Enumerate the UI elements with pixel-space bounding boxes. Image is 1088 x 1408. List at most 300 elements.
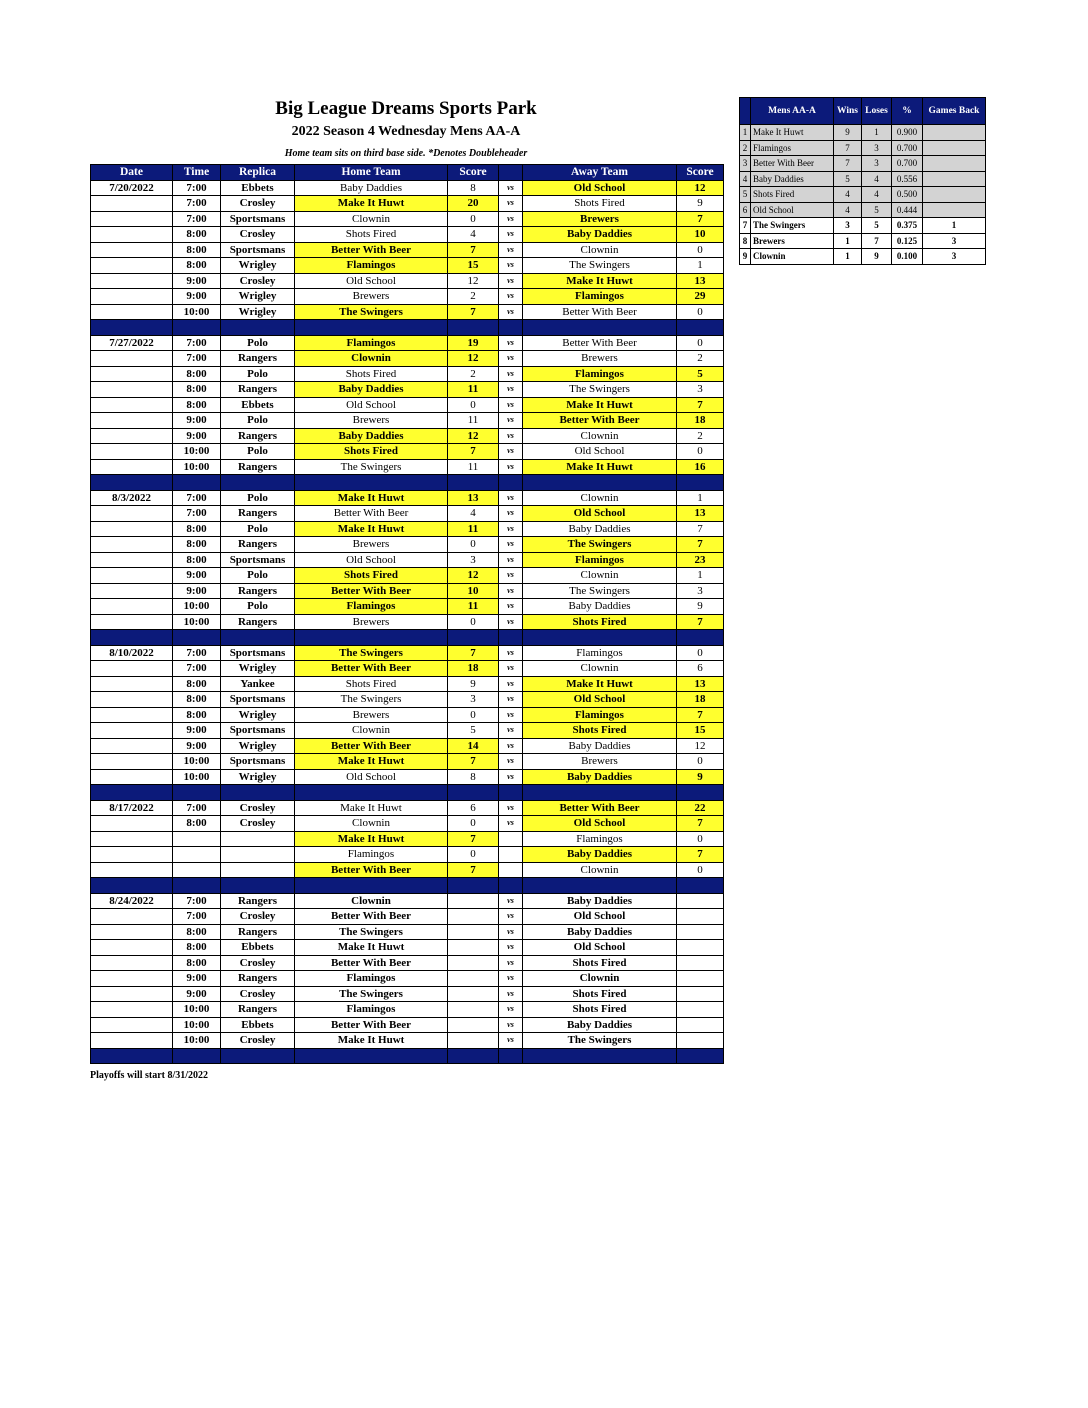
game-date bbox=[91, 862, 173, 878]
standings-body bbox=[740, 125, 986, 265]
game-date bbox=[91, 459, 173, 475]
home-team: Better With Beer bbox=[295, 738, 448, 754]
home-team: Make It Huwt bbox=[295, 1033, 448, 1049]
standings-pct: 0.375 bbox=[892, 218, 923, 234]
game-date bbox=[91, 428, 173, 444]
separator-cell bbox=[448, 878, 499, 894]
game-date bbox=[91, 924, 173, 940]
game-field: Polo bbox=[221, 490, 295, 506]
away-team: Make It Huwt bbox=[523, 676, 677, 692]
home-team: The Swingers bbox=[295, 645, 448, 661]
game-field: Rangers bbox=[221, 583, 295, 599]
game-date bbox=[91, 242, 173, 258]
away-team: Clownin bbox=[523, 490, 677, 506]
home-score bbox=[448, 1033, 499, 1049]
home-score bbox=[448, 924, 499, 940]
separator-cell bbox=[91, 878, 173, 894]
game-time: 8:00 bbox=[173, 242, 221, 258]
standings-games-back: 3 bbox=[923, 233, 986, 249]
standings-rank: 7 bbox=[740, 218, 751, 234]
vs-label: vs bbox=[499, 723, 523, 739]
standings-team: Baby Daddies bbox=[751, 171, 834, 187]
game-row bbox=[91, 196, 724, 212]
game-field: Polo bbox=[221, 335, 295, 351]
home-team: Brewers bbox=[295, 537, 448, 553]
game-date: 8/10/2022 bbox=[91, 645, 173, 661]
game-time: 10:00 bbox=[173, 1017, 221, 1033]
home-team: The Swingers bbox=[295, 459, 448, 475]
standings-row bbox=[740, 156, 986, 172]
game-date bbox=[91, 444, 173, 460]
standings-rank: 6 bbox=[740, 202, 751, 218]
home-score: 0 bbox=[448, 211, 499, 227]
away-score: 7 bbox=[677, 707, 724, 723]
standings-pct: 0.100 bbox=[892, 249, 923, 265]
game-date: 7/20/2022 bbox=[91, 180, 173, 196]
game-row bbox=[91, 490, 724, 506]
away-score: 18 bbox=[677, 413, 724, 429]
standings-row bbox=[740, 125, 986, 141]
game-date bbox=[91, 552, 173, 568]
away-score: 12 bbox=[677, 180, 724, 196]
game-row bbox=[91, 413, 724, 429]
game-field: Polo bbox=[221, 444, 295, 460]
vs-label: vs bbox=[499, 893, 523, 909]
vs-label: vs bbox=[499, 397, 523, 413]
game-row bbox=[91, 707, 724, 723]
away-team: Clownin bbox=[523, 428, 677, 444]
standings-loses: 3 bbox=[862, 156, 892, 172]
game-date bbox=[91, 227, 173, 243]
vs-label: vs bbox=[499, 909, 523, 925]
separator-cell bbox=[221, 475, 295, 491]
game-row bbox=[91, 893, 724, 909]
standings-wins: 1 bbox=[834, 249, 862, 265]
home-score bbox=[448, 986, 499, 1002]
vs-label: vs bbox=[499, 490, 523, 506]
away-team: Clownin bbox=[523, 568, 677, 584]
standings-loses: 4 bbox=[862, 171, 892, 187]
game-date: 8/24/2022 bbox=[91, 893, 173, 909]
standings-row bbox=[740, 249, 986, 265]
home-team: Clownin bbox=[295, 723, 448, 739]
home-team: Flamingos bbox=[295, 971, 448, 987]
home-team: Brewers bbox=[295, 707, 448, 723]
separator-cell bbox=[173, 785, 221, 801]
vs-label: vs bbox=[499, 754, 523, 770]
away-score: 0 bbox=[677, 304, 724, 320]
game-field: Crosley bbox=[221, 196, 295, 212]
home-team: Better With Beer bbox=[295, 242, 448, 258]
home-score: 10 bbox=[448, 583, 499, 599]
week-separator bbox=[91, 320, 724, 336]
separator-cell bbox=[448, 1048, 499, 1064]
home-score bbox=[448, 1017, 499, 1033]
standings-wins: 4 bbox=[834, 187, 862, 203]
standings-wins: 1 bbox=[834, 233, 862, 249]
vs-label: vs bbox=[499, 428, 523, 444]
vs-label: vs bbox=[499, 459, 523, 475]
away-team: Brewers bbox=[523, 754, 677, 770]
schedule-body bbox=[91, 180, 724, 1064]
game-row bbox=[91, 506, 724, 522]
game-field: Sportsmans bbox=[221, 552, 295, 568]
standings-team: Make It Huwt bbox=[751, 125, 834, 141]
away-score: 7 bbox=[677, 211, 724, 227]
standings-loses: 5 bbox=[862, 218, 892, 234]
away-score: 2 bbox=[677, 351, 724, 367]
game-field: Rangers bbox=[221, 537, 295, 553]
game-field: Polo bbox=[221, 521, 295, 537]
game-row bbox=[91, 459, 724, 475]
home-score bbox=[448, 909, 499, 925]
home-team: Make It Huwt bbox=[295, 940, 448, 956]
game-field: Ebbets bbox=[221, 940, 295, 956]
col-home-score: Score bbox=[448, 165, 499, 181]
game-field: Polo bbox=[221, 568, 295, 584]
away-team: Old School bbox=[523, 506, 677, 522]
away-score: 7 bbox=[677, 521, 724, 537]
away-team: Baby Daddies bbox=[523, 738, 677, 754]
vs-label: vs bbox=[499, 289, 523, 305]
standings-wins: 7 bbox=[834, 156, 862, 172]
home-score: 0 bbox=[448, 614, 499, 630]
home-team: Shots Fired bbox=[295, 366, 448, 382]
home-team: Better With Beer bbox=[295, 583, 448, 599]
standings-rank: 2 bbox=[740, 140, 751, 156]
game-time: 10:00 bbox=[173, 1002, 221, 1018]
home-score: 2 bbox=[448, 366, 499, 382]
game-time: 10:00 bbox=[173, 459, 221, 475]
game-row bbox=[91, 258, 724, 274]
standings-rank: 5 bbox=[740, 187, 751, 203]
away-team: The Swingers bbox=[523, 382, 677, 398]
separator-cell bbox=[523, 1048, 677, 1064]
game-date bbox=[91, 955, 173, 971]
away-score: 13 bbox=[677, 506, 724, 522]
game-field: Rangers bbox=[221, 351, 295, 367]
separator-cell bbox=[677, 475, 724, 491]
separator-cell bbox=[173, 630, 221, 646]
game-time: 10:00 bbox=[173, 304, 221, 320]
vs-label: vs bbox=[499, 661, 523, 677]
away-score: 0 bbox=[677, 444, 724, 460]
away-team: Make It Huwt bbox=[523, 273, 677, 289]
home-score: 7 bbox=[448, 754, 499, 770]
home-team: Baby Daddies bbox=[295, 180, 448, 196]
game-field: Ebbets bbox=[221, 180, 295, 196]
game-time: 7:00 bbox=[173, 351, 221, 367]
home-team: Old School bbox=[295, 273, 448, 289]
home-team: Better With Beer bbox=[295, 506, 448, 522]
game-date bbox=[91, 754, 173, 770]
home-team: Make It Huwt bbox=[295, 831, 448, 847]
away-score: 9 bbox=[677, 599, 724, 615]
separator-cell bbox=[523, 630, 677, 646]
standings-pct: 0.500 bbox=[892, 187, 923, 203]
game-field: Sportsmans bbox=[221, 645, 295, 661]
game-row bbox=[91, 242, 724, 258]
home-score: 0 bbox=[448, 847, 499, 863]
standings-team: Clownin bbox=[751, 249, 834, 265]
standings-games-back bbox=[923, 202, 986, 218]
standings-wins: 9 bbox=[834, 125, 862, 141]
game-field: Rangers bbox=[221, 971, 295, 987]
away-team: Better With Beer bbox=[523, 413, 677, 429]
game-field: Rangers bbox=[221, 893, 295, 909]
away-score: 6 bbox=[677, 661, 724, 677]
home-score bbox=[448, 940, 499, 956]
game-field: Sportsmans bbox=[221, 242, 295, 258]
game-time: 7:00 bbox=[173, 800, 221, 816]
home-team: Old School bbox=[295, 397, 448, 413]
game-time: 8:00 bbox=[173, 816, 221, 832]
home-score: 12 bbox=[448, 568, 499, 584]
away-score: 1 bbox=[677, 568, 724, 584]
away-team: Brewers bbox=[523, 351, 677, 367]
away-score: 23 bbox=[677, 552, 724, 568]
vs-label: vs bbox=[499, 800, 523, 816]
game-date bbox=[91, 289, 173, 305]
game-time: 8:00 bbox=[173, 366, 221, 382]
game-date bbox=[91, 506, 173, 522]
vs-label: vs bbox=[499, 382, 523, 398]
standings-loses: 3 bbox=[862, 140, 892, 156]
vs-label: vs bbox=[499, 258, 523, 274]
away-team: Clownin bbox=[523, 661, 677, 677]
home-team: Flamingos bbox=[295, 258, 448, 274]
game-row bbox=[91, 428, 724, 444]
separator-cell bbox=[221, 320, 295, 336]
vs-label: vs bbox=[499, 366, 523, 382]
game-date bbox=[91, 816, 173, 832]
game-time: 8:00 bbox=[173, 397, 221, 413]
playoffs-note: Playoffs will start 8/31/2022 bbox=[90, 1070, 209, 1081]
game-row bbox=[91, 382, 724, 398]
away-team: Better With Beer bbox=[523, 800, 677, 816]
game-row bbox=[91, 661, 724, 677]
vs-label: vs bbox=[499, 971, 523, 987]
game-time bbox=[173, 847, 221, 863]
game-time: 9:00 bbox=[173, 723, 221, 739]
separator-cell bbox=[221, 1048, 295, 1064]
vs-label: vs bbox=[499, 1033, 523, 1049]
home-score: 3 bbox=[448, 552, 499, 568]
game-time: 8:00 bbox=[173, 382, 221, 398]
col-time: Time bbox=[173, 165, 221, 181]
separator-cell bbox=[173, 320, 221, 336]
game-field: Rangers bbox=[221, 428, 295, 444]
home-score: 11 bbox=[448, 413, 499, 429]
home-score bbox=[448, 955, 499, 971]
game-field: Wrigley bbox=[221, 289, 295, 305]
game-row bbox=[91, 769, 724, 785]
game-time: 8:00 bbox=[173, 940, 221, 956]
game-time: 9:00 bbox=[173, 583, 221, 599]
away-team: Baby Daddies bbox=[523, 227, 677, 243]
away-score: 13 bbox=[677, 676, 724, 692]
away-team: Flamingos bbox=[523, 707, 677, 723]
game-date bbox=[91, 661, 173, 677]
away-team: Old School bbox=[523, 444, 677, 460]
game-time: 10:00 bbox=[173, 769, 221, 785]
vs-label: vs bbox=[499, 552, 523, 568]
home-team: Brewers bbox=[295, 413, 448, 429]
game-date: 8/3/2022 bbox=[91, 490, 173, 506]
standings-loses: 9 bbox=[862, 249, 892, 265]
game-field: Rangers bbox=[221, 459, 295, 475]
game-field: Crosley bbox=[221, 800, 295, 816]
game-time: 10:00 bbox=[173, 754, 221, 770]
standings-loses: 7 bbox=[862, 233, 892, 249]
game-date bbox=[91, 366, 173, 382]
home-score bbox=[448, 1002, 499, 1018]
vs-label: vs bbox=[499, 196, 523, 212]
game-field: Polo bbox=[221, 599, 295, 615]
home-team: Make It Huwt bbox=[295, 521, 448, 537]
game-time: 7:00 bbox=[173, 211, 221, 227]
page-note: Home team sits on third base side. *Denotes Doubleheader bbox=[284, 148, 528, 159]
game-row bbox=[91, 754, 724, 770]
game-row bbox=[91, 552, 724, 568]
away-team: Shots Fired bbox=[523, 1002, 677, 1018]
away-team: Shots Fired bbox=[523, 723, 677, 739]
home-team: Old School bbox=[295, 552, 448, 568]
separator-cell bbox=[677, 1048, 724, 1064]
vs-label: vs bbox=[499, 242, 523, 258]
vs-label: vs bbox=[499, 351, 523, 367]
standings-rank: 1 bbox=[740, 125, 751, 141]
standings-col-division: Mens AA-A bbox=[751, 98, 834, 125]
vs-label: vs bbox=[499, 413, 523, 429]
standings-wins: 7 bbox=[834, 140, 862, 156]
week-separator bbox=[91, 1048, 724, 1064]
game-row bbox=[91, 444, 724, 460]
standings-rank: 8 bbox=[740, 233, 751, 249]
standings-row bbox=[740, 233, 986, 249]
home-team: Brewers bbox=[295, 614, 448, 630]
vs-label: vs bbox=[499, 227, 523, 243]
standings-row bbox=[740, 187, 986, 203]
week-separator bbox=[91, 630, 724, 646]
standings-wins: 5 bbox=[834, 171, 862, 187]
away-team: Better With Beer bbox=[523, 335, 677, 351]
game-time bbox=[173, 831, 221, 847]
standings-col-loses: Loses bbox=[862, 98, 892, 125]
away-team: Make It Huwt bbox=[523, 397, 677, 413]
game-date bbox=[91, 211, 173, 227]
vs-label: vs bbox=[499, 738, 523, 754]
vs-label bbox=[499, 831, 523, 847]
standings-wins: 4 bbox=[834, 202, 862, 218]
game-row bbox=[91, 971, 724, 987]
standings-pct: 0.700 bbox=[892, 156, 923, 172]
standings-col-wins: Wins bbox=[834, 98, 862, 125]
separator-cell bbox=[677, 785, 724, 801]
vs-label: vs bbox=[499, 583, 523, 599]
vs-label: vs bbox=[499, 924, 523, 940]
away-score: 0 bbox=[677, 862, 724, 878]
standings-pct: 0.125 bbox=[892, 233, 923, 249]
vs-label: vs bbox=[499, 304, 523, 320]
standings-col-games-back: Games Back bbox=[923, 98, 986, 125]
game-date bbox=[91, 971, 173, 987]
game-time: 10:00 bbox=[173, 1033, 221, 1049]
game-date bbox=[91, 382, 173, 398]
vs-label: vs bbox=[499, 692, 523, 708]
game-row bbox=[91, 723, 724, 739]
game-field: Rangers bbox=[221, 382, 295, 398]
home-team: Baby Daddies bbox=[295, 382, 448, 398]
game-field: Wrigley bbox=[221, 661, 295, 677]
game-field: Ebbets bbox=[221, 1017, 295, 1033]
game-time: 9:00 bbox=[173, 289, 221, 305]
game-time: 8:00 bbox=[173, 955, 221, 971]
home-score: 11 bbox=[448, 382, 499, 398]
game-row bbox=[91, 692, 724, 708]
away-score: 16 bbox=[677, 459, 724, 475]
game-field: Rangers bbox=[221, 506, 295, 522]
separator-cell bbox=[91, 475, 173, 491]
game-date bbox=[91, 909, 173, 925]
home-team: Make It Huwt bbox=[295, 754, 448, 770]
game-date bbox=[91, 413, 173, 429]
home-team: Flamingos bbox=[295, 847, 448, 863]
separator-cell bbox=[91, 785, 173, 801]
home-team: Baby Daddies bbox=[295, 428, 448, 444]
away-team: Make It Huwt bbox=[523, 459, 677, 475]
away-score: 7 bbox=[677, 816, 724, 832]
home-team: Shots Fired bbox=[295, 227, 448, 243]
game-row bbox=[91, 909, 724, 925]
home-score: 0 bbox=[448, 707, 499, 723]
vs-label: vs bbox=[499, 676, 523, 692]
home-team: The Swingers bbox=[295, 924, 448, 940]
separator-cell bbox=[499, 320, 523, 336]
vs-label: vs bbox=[499, 940, 523, 956]
standings-games-back bbox=[923, 140, 986, 156]
game-field: Wrigley bbox=[221, 707, 295, 723]
week-separator bbox=[91, 785, 724, 801]
col-replica: Replica bbox=[221, 165, 295, 181]
away-score: 7 bbox=[677, 397, 724, 413]
game-time: 10:00 bbox=[173, 614, 221, 630]
home-team: The Swingers bbox=[295, 304, 448, 320]
home-score: 12 bbox=[448, 273, 499, 289]
home-score: 18 bbox=[448, 661, 499, 677]
away-score bbox=[677, 924, 724, 940]
separator-cell bbox=[173, 475, 221, 491]
col-date: Date bbox=[91, 165, 173, 181]
game-field: Crosley bbox=[221, 1033, 295, 1049]
separator-cell bbox=[677, 878, 724, 894]
game-row bbox=[91, 599, 724, 615]
standings-pct: 0.556 bbox=[892, 171, 923, 187]
game-row bbox=[91, 304, 724, 320]
away-score: 9 bbox=[677, 769, 724, 785]
separator-cell bbox=[499, 630, 523, 646]
vs-label: vs bbox=[499, 955, 523, 971]
standings-row bbox=[740, 171, 986, 187]
game-row bbox=[91, 738, 724, 754]
home-score bbox=[448, 893, 499, 909]
game-date bbox=[91, 304, 173, 320]
away-score: 1 bbox=[677, 490, 724, 506]
away-team: Baby Daddies bbox=[523, 599, 677, 615]
away-team: Baby Daddies bbox=[523, 769, 677, 785]
separator-cell bbox=[499, 785, 523, 801]
game-row bbox=[91, 816, 724, 832]
